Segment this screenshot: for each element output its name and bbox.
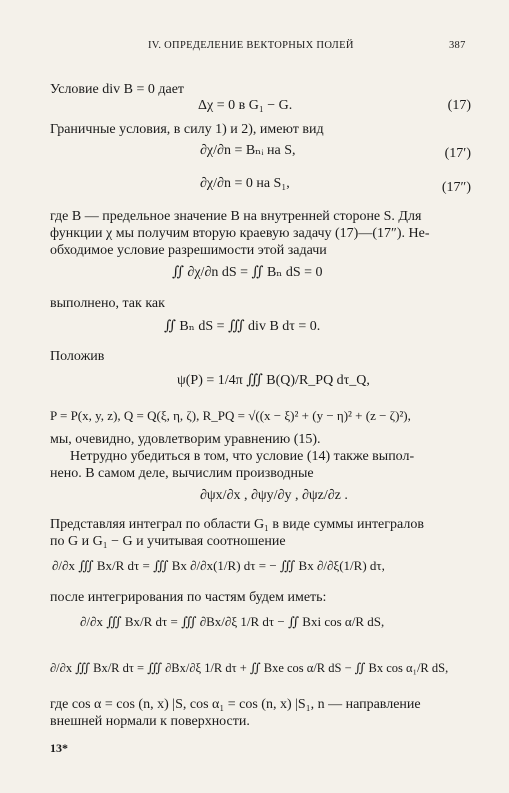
text-boundary: Граничные условия, в силу 1) и 2), имеют вид: [50, 122, 324, 137]
equation-number-17-double-prime: (17″): [441, 180, 471, 195]
text-putting: Положив: [50, 349, 105, 364]
text-cond-div: Условие div B = 0 дает: [50, 82, 185, 97]
equation-gauss: ∬ Bₙ dS = ∭ div B dτ = 0.: [164, 319, 321, 334]
page-number: 387: [449, 40, 466, 51]
text-where-2: функции χ мы получим вторую краевую задачу (17)—(17″). Не-: [50, 226, 430, 241]
text-clear: мы, очевидно, удовлетворим уравнению (15).: [50, 432, 321, 447]
signature-mark: 13*: [50, 741, 68, 755]
equation-17-prime: ∂χ/∂n = Bₙᵢ на S,: [200, 143, 296, 158]
equation-17: Δχ = 0 в G₁ − G.: [198, 98, 293, 113]
equation-number-17: (17): [447, 98, 471, 113]
running-header: IV. ОПРЕДЕЛЕНИЕ ВЕКТОРНЫХ ПОЛЕЙ: [148, 40, 354, 51]
text-after-parts: после интегрирования по частям будем иметь:: [50, 590, 327, 605]
text-fulfilled: выполнено, так как: [50, 296, 165, 311]
equation-relation: ∂/∂x ∭ Bx/R dτ = ∭ Bx ∂/∂x(1/R) dτ = − ∭ Bx ∂/∂ξ(1/R) dτ,: [52, 558, 385, 573]
equation-coordinates: P = P(x, y, z), Q = Q(ξ, η, ζ), R_PQ = √((x − ξ)² + (y − η)² + (z − ζ)²),: [50, 408, 411, 423]
text-represent-2: по G и G₁ − G и учитывая соотношение: [50, 534, 286, 549]
text-represent-1: Представляя интеграл по области G₁ в виде суммы интегралов: [50, 517, 424, 532]
text-last-2: внешней нормали к поверхности.: [50, 714, 250, 729]
text-easy-2: нено. В самом деле, вычислим производные: [50, 466, 314, 481]
text-last-1: где cos α = cos (n, x) |S, cos α₁ = cos (n, x) |S₁, n — направление: [50, 697, 421, 712]
equation-derivatives: ∂ψx/∂x , ∂ψy/∂y , ∂ψz/∂z .: [200, 488, 348, 503]
equation-solvability: ∬ ∂χ/∂n dS = ∬ Bₙ dS = 0: [172, 265, 323, 280]
equation-17-double-prime: ∂χ/∂n = 0 на S₁,: [200, 176, 290, 191]
text-where-3: обходимое условие разрешимости этой задачи: [50, 243, 327, 258]
equation-psi: ψ(P) = 1/4π ∭ B(Q)/R_PQ dτ_Q,: [177, 373, 370, 388]
text-easy-1: Нетрудно убедиться в том, что условие (14) также выпол-: [70, 449, 415, 464]
equation-parts-2: ∂/∂x ∭ Bx/R dτ = ∭ ∂Bx/∂ξ 1/R dτ + ∬ Bxe cos α/R dS − ∬ Bx cos α₁/R dS,: [50, 661, 449, 675]
equation-number-17-prime: (17′): [444, 146, 471, 161]
equation-parts-1: ∂/∂x ∭ Bx/R dτ = ∭ ∂Bx/∂ξ 1/R dτ − ∬ Bxi cos α/R dS,: [80, 614, 385, 629]
text-where-1: где B — предельное значение B на внутренней стороне S. Для: [50, 209, 422, 224]
